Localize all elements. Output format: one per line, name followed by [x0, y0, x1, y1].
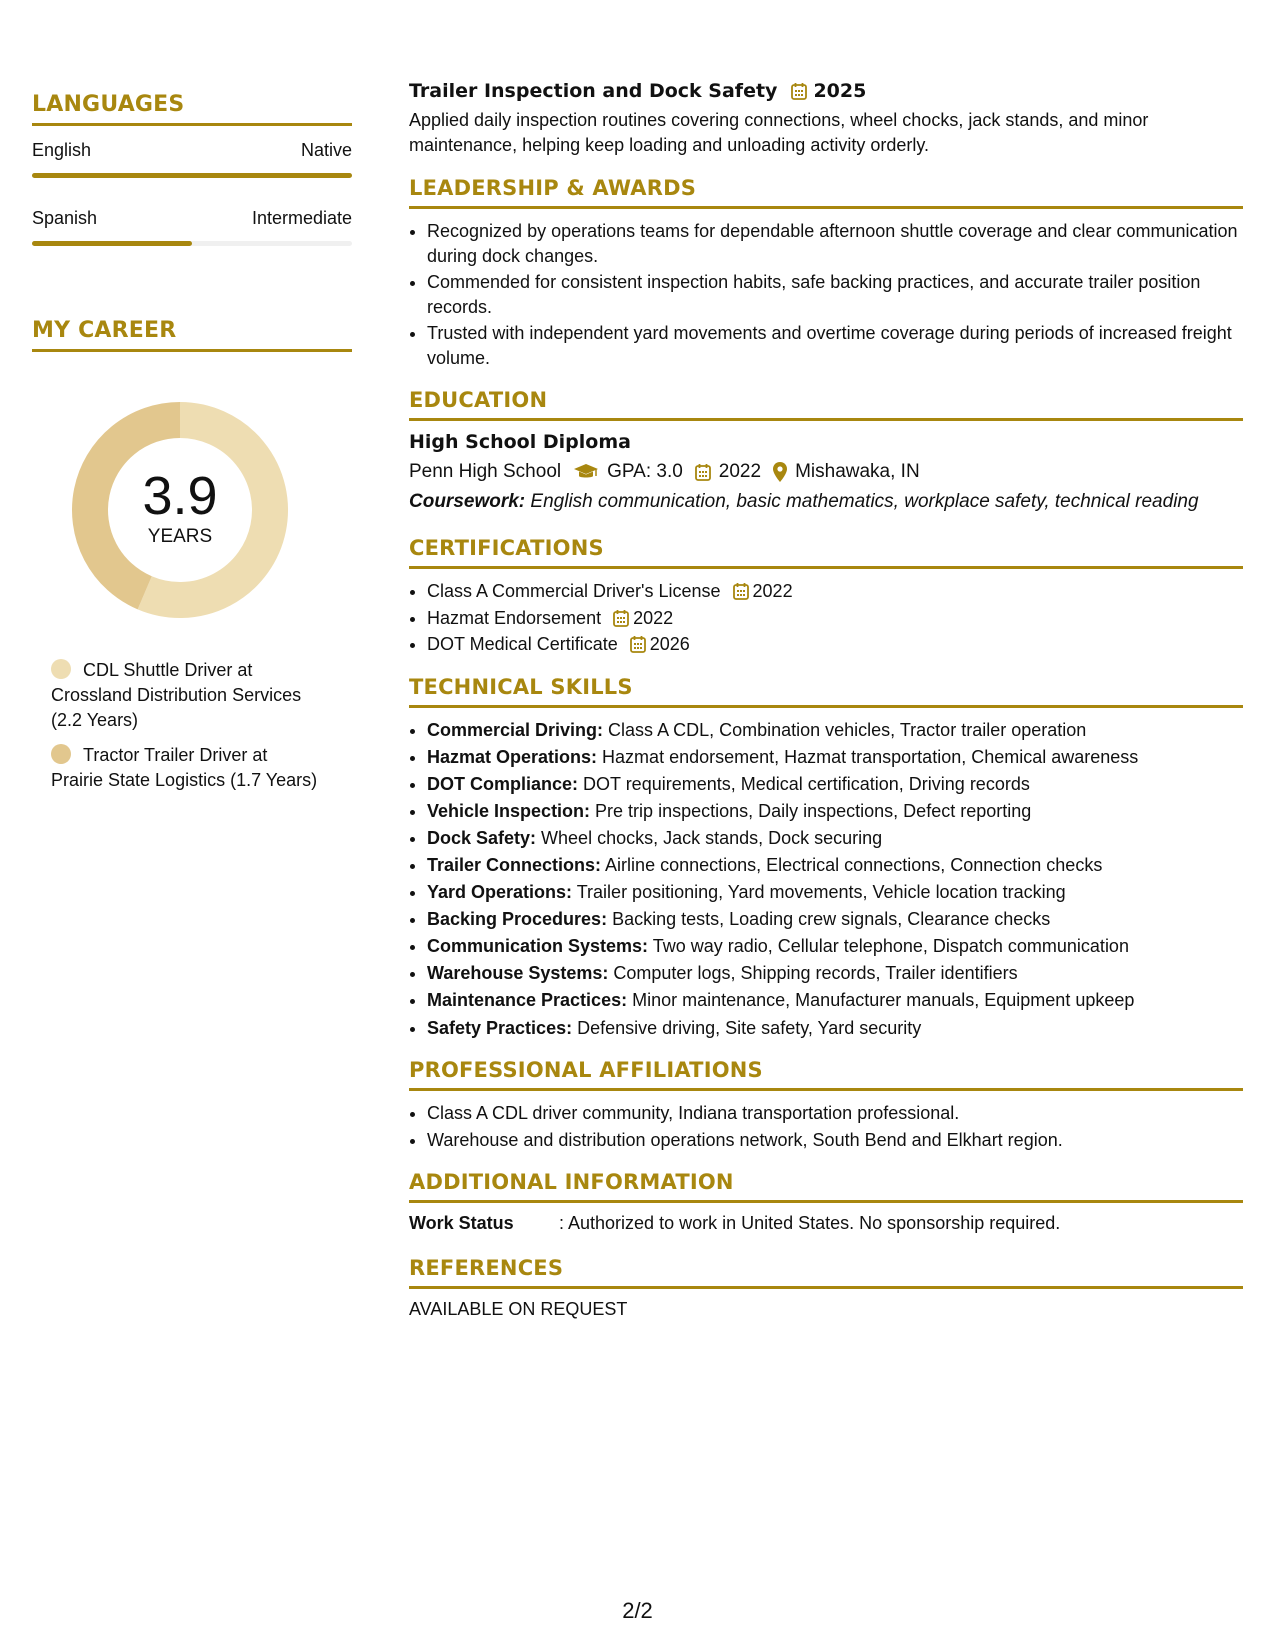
- skill-text: Two way radio, Cellular telephone, Dispatch communication: [648, 936, 1129, 957]
- calendar-icon: [733, 582, 749, 600]
- training-title: Trailer Inspection and Dock Safety: [409, 80, 778, 102]
- skill-label: DOT Compliance:: [427, 773, 579, 794]
- skill-label: Commercial Driving:: [427, 719, 604, 740]
- skill-label: Warehouse Systems:: [427, 963, 609, 984]
- language-name: Spanish: [32, 208, 98, 228]
- graduation-cap-icon: [573, 463, 599, 481]
- training-year: 2025: [813, 80, 867, 102]
- skill-label: Safety Practices:: [427, 1017, 573, 1038]
- skill-item: [427, 934, 1243, 959]
- education-school: Penn High School: [409, 461, 562, 482]
- calendar-icon: [791, 82, 807, 100]
- career-total-unit: YEARS: [147, 526, 213, 547]
- skill-item: [427, 799, 1243, 824]
- language-proficiency-fill: [32, 241, 192, 246]
- education-gpa: GPA: 3.0: [607, 461, 683, 482]
- career-section: [32, 318, 352, 793]
- language-name: English: [32, 140, 92, 160]
- skill-label: Trailer Connections:: [427, 854, 602, 875]
- skill-text: Computer logs, Shipping records, Trailer identifiers: [608, 963, 1018, 984]
- education-heading: EDUCATION: [409, 388, 1243, 421]
- skill-text: DOT requirements, Medical certification, Driving records: [578, 773, 1030, 794]
- skill-item: [427, 988, 1243, 1013]
- skill-item: [427, 718, 1243, 743]
- education-location: Mishawaka, IN: [795, 461, 920, 482]
- certification-name: • Class A Commercial Driver's License: [427, 581, 721, 601]
- skill-item: [427, 745, 1243, 770]
- calendar-icon: [695, 463, 711, 481]
- skill-item: [427, 907, 1243, 932]
- additional-info-heading: ADDITIONAL INFORMATION: [409, 1170, 1243, 1203]
- certification-year: 2026: [649, 634, 690, 654]
- certification-item: [427, 579, 1243, 604]
- language-proficiency-bar: [32, 173, 352, 178]
- career-legend-item: [51, 658, 321, 733]
- skill-item: [427, 826, 1243, 851]
- skill-label: Vehicle Inspection:: [427, 800, 591, 821]
- training-heading: [409, 80, 1243, 102]
- language-proficiency-fill: [32, 173, 352, 178]
- legend-label: CDL Shuttle Driver at Crossland Distribution Services (2.2 Years): [51, 660, 302, 730]
- right-column: [409, 80, 1243, 1320]
- affiliations-list: [409, 1101, 1243, 1152]
- skill-item: [427, 853, 1243, 878]
- page-number: 2/2: [622, 1598, 653, 1623]
- skills-heading: TECHNICAL SKILLS: [409, 675, 1243, 708]
- certification-year: 2022: [752, 581, 793, 601]
- list-item: • Commended for consistent inspection habits, safe backing practices, and accurate trailer position records.: [427, 270, 1243, 319]
- career-total-years: 3.9: [142, 466, 218, 526]
- skill-text: Defensive driving, Site safety, Yard security: [572, 1017, 922, 1038]
- skill-text: Trailer positioning, Yard movements, Vehicle location tracking: [572, 882, 1066, 903]
- skill-text: Pre trip inspections, Daily inspections, Defect reporting: [590, 800, 1032, 821]
- skill-item: [427, 880, 1243, 905]
- skill-text: Minor maintenance, Manufacturer manuals, Equipment upkeep: [627, 990, 1135, 1011]
- certification-name: • Hazmat Endorsement: [427, 607, 602, 628]
- leadership-heading: LEADERSHIP & AWARDS: [409, 176, 1243, 209]
- language-proficiency-bar: [32, 241, 352, 246]
- list-item: • Class A CDL driver community, Indiana transportation professional.: [427, 1101, 1243, 1126]
- education-degree: High School Diploma: [409, 431, 631, 453]
- language-level: Native: [300, 140, 352, 160]
- coursework-label: Coursework:: [409, 491, 526, 512]
- work-status-row: [409, 1213, 1243, 1234]
- language-item: [32, 140, 352, 178]
- skill-label: Hazmat Operations:: [427, 746, 598, 767]
- left-column: [32, 92, 352, 803]
- list-item: • Warehouse and distribution operations network, South Bend and Elkhart region.: [427, 1128, 1243, 1153]
- skill-item: [427, 772, 1243, 797]
- legend-dot: [51, 659, 71, 679]
- skill-text: Airline connections, Electrical connections, Connection checks: [601, 854, 1103, 875]
- languages-heading: LANGUAGES: [32, 92, 352, 126]
- work-status-label: Work Status: [409, 1213, 514, 1234]
- language-item: [32, 208, 352, 246]
- skill-text: Backing tests, Loading crew signals, Clearance checks: [607, 909, 1051, 930]
- education-year: 2022: [718, 461, 762, 482]
- career-heading: MY CAREER: [32, 318, 352, 352]
- skill-text: Hazmat endorsement, Hazmat transportation, Chemical awareness: [597, 746, 1139, 767]
- affiliations-heading: PROFESSIONAL AFFILIATIONS: [409, 1058, 1243, 1091]
- language-level: Intermediate: [251, 208, 352, 228]
- skill-item: [427, 1016, 1243, 1041]
- legend-dot: [51, 744, 71, 764]
- certification-year: 2022: [633, 607, 674, 628]
- calendar-icon: [613, 609, 629, 627]
- legend-label: Tractor Trailer Driver at Prairie State Logistics (1.7 Years): [51, 745, 318, 790]
- skill-label: Communication Systems:: [427, 936, 649, 957]
- coursework-text: English communication, basic mathematics, workplace safety, technical reading: [525, 491, 1199, 512]
- career-legend-item: [51, 743, 321, 793]
- skill-label: Yard Operations:: [427, 882, 573, 903]
- skill-item: [427, 961, 1243, 986]
- training-description: Applied daily inspection routines covering connections, wheel chocks, jack stands, and minor maintenance, helping keep loading and unloading activity orderly.: [409, 110, 1149, 155]
- career-donut-chart: [66, 396, 294, 624]
- skill-label: Backing Procedures:: [427, 909, 608, 930]
- skill-text: Class A CDL, Combination vehicles, Tractor trailer operation: [603, 719, 1087, 740]
- certification-item: [427, 606, 1243, 631]
- skill-text: Wheel chocks, Jack stands, Dock securing: [536, 827, 883, 848]
- skills-list: [409, 718, 1243, 1041]
- leadership-list: [409, 219, 1243, 370]
- skill-label: Maintenance Practices:: [427, 990, 628, 1011]
- skill-label: Dock Safety:: [427, 827, 537, 848]
- education-coursework: [409, 489, 1243, 514]
- certification-name: • DOT Medical Certificate: [427, 634, 618, 654]
- certifications-list: [409, 579, 1243, 657]
- certifications-heading: CERTIFICATIONS: [409, 536, 1243, 569]
- education-details: [409, 461, 1243, 483]
- certification-item: [427, 632, 1243, 657]
- career-legend: [32, 658, 352, 793]
- work-status-value: : Authorized to work in United States. No sponsorship required.: [559, 1213, 1061, 1234]
- location-pin-icon: [773, 462, 787, 482]
- references-text: AVAILABLE ON REQUEST: [409, 1299, 628, 1320]
- references-heading: REFERENCES: [409, 1256, 1243, 1289]
- list-item: • Recognized by operations teams for dependable afternoon shuttle coverage and clear communication during dock changes.: [427, 219, 1243, 268]
- list-item: • Trusted with independent yard movements and overtime coverage during periods of increased freight volume.: [427, 321, 1243, 370]
- calendar-icon: [630, 635, 646, 653]
